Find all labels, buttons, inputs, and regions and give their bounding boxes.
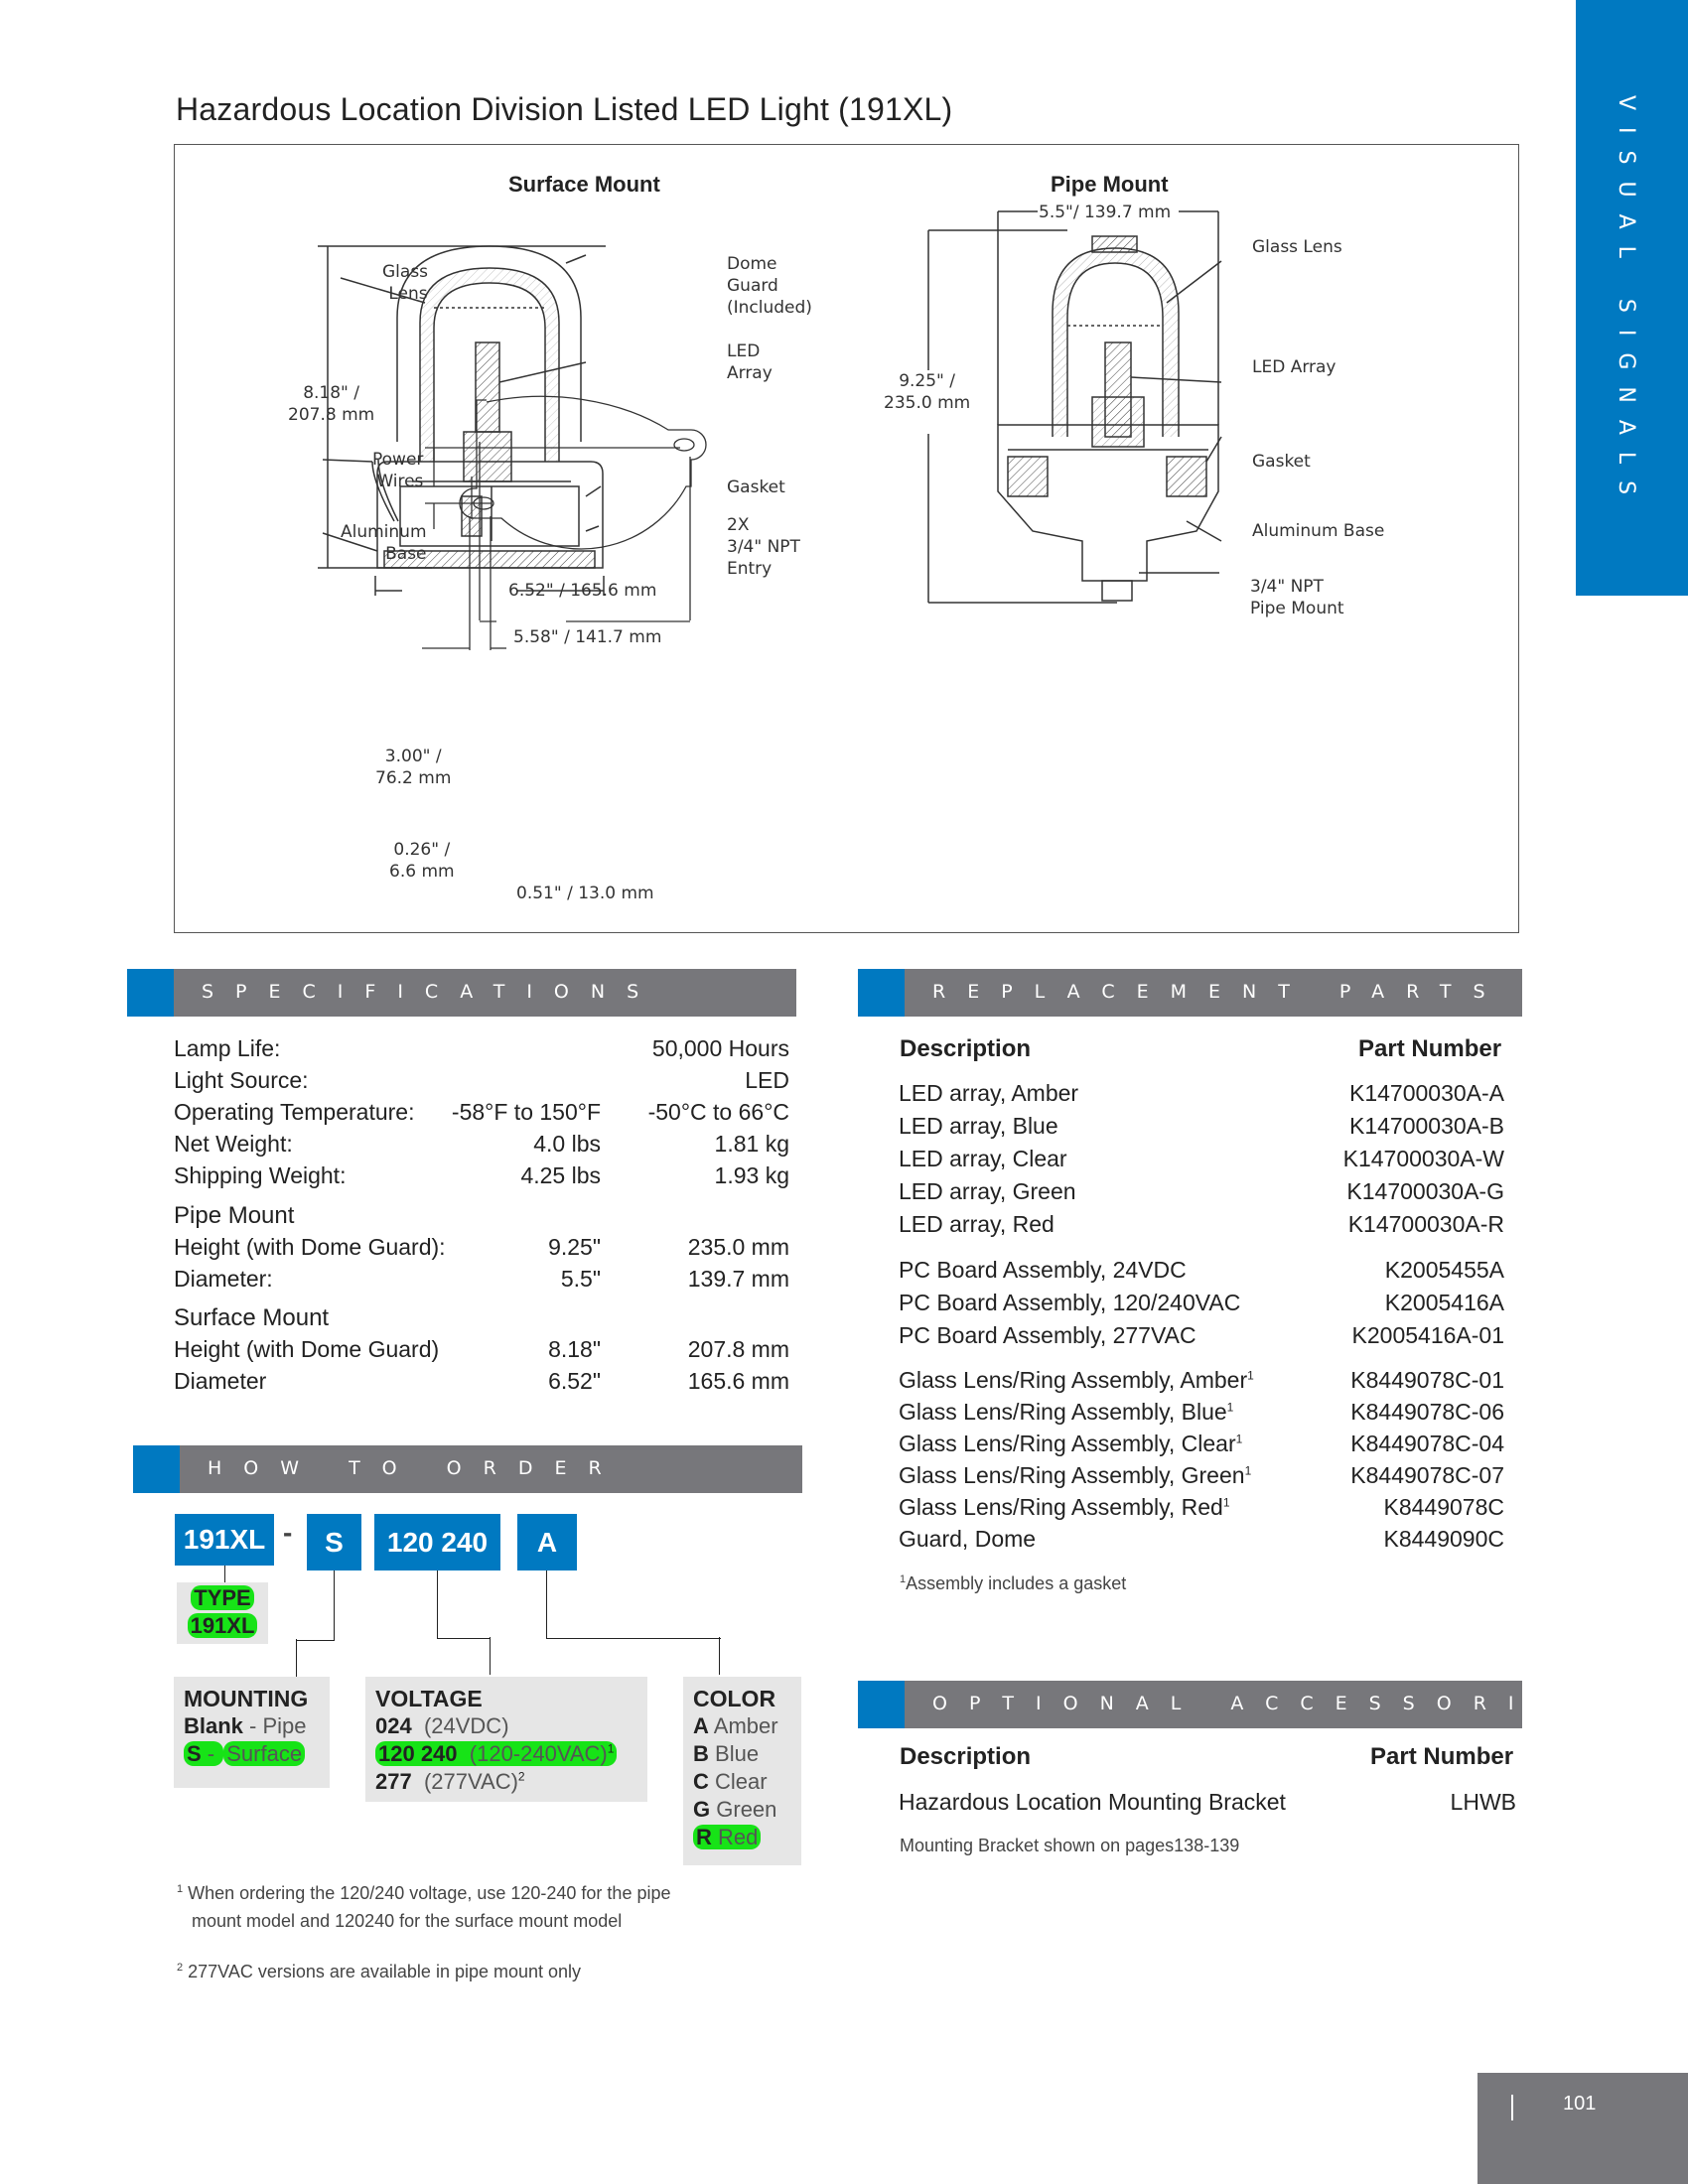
connector-mounting bbox=[296, 1570, 335, 1641]
oa-col-part-number: Part Number bbox=[1370, 1743, 1514, 1770]
section-accent bbox=[858, 1681, 905, 1728]
order-code-mounting: S bbox=[307, 1514, 361, 1570]
spec-surface-mount-title: Surface Mount bbox=[174, 1304, 330, 1331]
order-code-type: 191XL bbox=[175, 1514, 274, 1566]
spec-row: Net Weight: 4.0 lbs 1.81 kg bbox=[174, 1131, 789, 1157]
label-aluminum-base-pipe: Aluminum Base bbox=[1252, 521, 1385, 541]
oa-note: Mounting Bracket shown on pages138-139 bbox=[900, 1836, 1240, 1855]
connector-voltage-drop bbox=[490, 1637, 491, 1675]
label-width-pipe: 5.5"/ 139.7 mm bbox=[1039, 203, 1172, 222]
section-accent bbox=[858, 969, 905, 1017]
label-gasket-surface: Gasket bbox=[727, 478, 785, 497]
label-slot-length: 0.51" / 13.0 mm bbox=[516, 884, 654, 903]
label-aluminum-base-surface: Aluminum Base bbox=[341, 522, 427, 564]
table-row: Glass Lens/Ring Assembly, Blue$^1$ K8449078C-06 bbox=[899, 1399, 1504, 1425]
mounting-option-pipe[interactable]: Blank - Pipe bbox=[184, 1713, 307, 1738]
surface-mount-heading: Surface Mount bbox=[508, 172, 660, 197]
label-npt-pipe-mount: 3/4" NPT Pipe Mount bbox=[1250, 577, 1344, 618]
label-dome-guard: Dome Guard (Included) bbox=[727, 254, 812, 318]
table-row: Glass Lens/Ring Assembly, Clear$^1$ K8449078C-04 bbox=[899, 1431, 1504, 1456]
label-offset: 3.00" / 76.2 mm bbox=[375, 747, 452, 788]
label-led-array-pipe: LED Array bbox=[1252, 357, 1336, 377]
spec-row: Diameter: 5.5" 139.7 mm bbox=[174, 1266, 789, 1292]
side-tab bbox=[1576, 0, 1688, 596]
rp-col-part-number: Part Number bbox=[1358, 1035, 1502, 1062]
table-row: LED array, Green K14700030A-G bbox=[899, 1178, 1504, 1204]
label-height-pipe: 9.25" / 235.0 mm bbox=[884, 371, 971, 413]
color-option-amber[interactable]: A Amber bbox=[693, 1713, 778, 1738]
label-height-surface: 8.18" / 207.8 mm bbox=[288, 383, 375, 425]
footer-divider bbox=[1511, 2095, 1513, 2120]
order-code-dash: - bbox=[283, 1517, 293, 1548]
connector-color-drop bbox=[719, 1637, 720, 1675]
color-option-green[interactable]: G Green bbox=[693, 1797, 777, 1822]
label-width-surface: 6.52" / 165.6 mm bbox=[508, 581, 657, 601]
label-glass-lens: Glass Lens bbox=[382, 262, 429, 304]
order-code-color: A bbox=[517, 1514, 577, 1570]
voltage-option-120-240[interactable]: 120 240 $(120-240VAC)^1$ bbox=[375, 1740, 637, 1768]
replacement-parts-header: REPLACEMENT PARTS bbox=[858, 969, 1522, 1017]
spec-row: Lamp Life: 50,000 Hours bbox=[174, 1035, 789, 1061]
how-to-order-header: HOW TO ORDER bbox=[133, 1445, 802, 1493]
optional-accessories-header: OPTIONAL ACCESSORIES bbox=[858, 1681, 1522, 1728]
table-row: LED array, Blue K14700030A-B bbox=[899, 1113, 1504, 1139]
table-row: Guard, Dome K8449090C bbox=[899, 1526, 1504, 1552]
connector-voltage bbox=[437, 1570, 491, 1639]
voltage-panel: VOLTAGE 024 (24VDC) 120 240 $(120-240VAC)^1$ 277 $(277VAC)^2$ bbox=[365, 1677, 647, 1802]
order-footnote-1: $^1$ When ordering the 120/240 voltage, use 120-240 for the pipe mount model and 120240 for the surface mount model bbox=[177, 1883, 671, 1931]
table-row: PC Board Assembly, 277VAC K2005416A-01 bbox=[899, 1322, 1504, 1348]
table-row: LED array, Amber K14700030A-A bbox=[899, 1080, 1504, 1106]
order-footnote-2: $^2$ 277VAC versions are available in pipe mount only bbox=[177, 1962, 582, 1981]
spec-pipe-mount-title: Pipe Mount bbox=[174, 1202, 295, 1229]
table-row: LED array, Red K14700030A-R bbox=[899, 1211, 1504, 1237]
spec-row: Height (with Dome Guard): 9.25" 235.0 mm bbox=[174, 1234, 789, 1260]
label-slot-width: 0.26" / 6.6 mm bbox=[389, 840, 455, 882]
spec-row: Shipping Weight: 4.25 lbs 1.93 kg bbox=[174, 1162, 789, 1188]
table-row: Glass Lens/Ring Assembly, Green$^1$ K8449078C-07 bbox=[899, 1462, 1504, 1488]
color-panel: COLOR A Amber B Blue C Clear G Green R Red bbox=[683, 1677, 801, 1865]
connector-color bbox=[546, 1570, 721, 1639]
table-row: LED array, Clear K14700030A-W bbox=[899, 1146, 1504, 1171]
page-number: 101 bbox=[1563, 2093, 1597, 2115]
mounting-option-surface[interactable]: S - Surface bbox=[184, 1740, 320, 1768]
color-option-red[interactable]: R Red bbox=[693, 1824, 791, 1851]
color-option-blue[interactable]: B Blue bbox=[693, 1741, 760, 1766]
footer-page-tab bbox=[1477, 2073, 1688, 2184]
connector-mounting-drop bbox=[296, 1639, 297, 1677]
table-row: Glass Lens/Ring Assembly, Amber$^1$ K8449078C-01 bbox=[899, 1367, 1504, 1393]
rp-footnote: $^1$Assembly includes a gasket bbox=[900, 1573, 1127, 1593]
voltage-option-024[interactable]: 024 (24VDC) bbox=[375, 1713, 509, 1738]
connector-type bbox=[224, 1566, 225, 1582]
table-row: PC Board Assembly, 120/240VAC K2005416A bbox=[899, 1290, 1504, 1315]
spec-row: Operating Temperature: -58°F to 150°F -50°C to 66°C bbox=[174, 1099, 789, 1125]
section-accent bbox=[127, 969, 174, 1017]
rp-col-description: Description bbox=[900, 1035, 1032, 1062]
oa-col-description: Description bbox=[900, 1743, 1032, 1770]
type-title: TYPE bbox=[191, 1585, 253, 1610]
specifications-header: SPECIFICATIONS bbox=[127, 969, 796, 1017]
label-power-wires: Power Wires bbox=[372, 450, 424, 491]
pipe-mount-heading: Pipe Mount bbox=[1051, 172, 1169, 197]
table-row: PC Board Assembly, 24VDC K2005455A bbox=[899, 1257, 1504, 1283]
mounting-panel: MOUNTING Blank - Pipe S - Surface bbox=[174, 1677, 330, 1788]
label-npt-entry: 2X 3/4" NPT Entry bbox=[727, 515, 800, 579]
side-tab-label: VISUAL SIGNALS bbox=[1614, 95, 1638, 512]
type-value: 191XL bbox=[188, 1613, 258, 1638]
order-code-voltage: 120 240 bbox=[374, 1514, 500, 1570]
page-title: Hazardous Location Division Listed LED Light (191XL) bbox=[176, 91, 953, 127]
color-option-clear[interactable]: C Clear bbox=[693, 1769, 768, 1794]
spec-row: Light Source: LED bbox=[174, 1067, 789, 1093]
spec-row: Height (with Dome Guard) 8.18" 207.8 mm bbox=[174, 1336, 789, 1362]
label-glass-lens-pipe: Glass Lens bbox=[1252, 237, 1342, 257]
spec-row: Diameter 6.52" 165.6 mm bbox=[174, 1368, 789, 1394]
label-hole-span: 5.58" / 141.7 mm bbox=[513, 627, 662, 647]
table-row: Hazardous Location Mounting Bracket LHWB bbox=[899, 1789, 1516, 1815]
voltage-option-277[interactable]: 277 $(277VAC)^2$ bbox=[375, 1769, 525, 1794]
section-accent bbox=[133, 1445, 180, 1493]
table-row: Glass Lens/Ring Assembly, Red$^1$ K8449078C bbox=[899, 1494, 1504, 1520]
type-panel bbox=[177, 1582, 268, 1644]
label-led-array: LED Array bbox=[727, 341, 773, 383]
pipe-mount-drawing bbox=[928, 211, 1221, 603]
label-gasket-pipe: Gasket bbox=[1252, 452, 1311, 472]
